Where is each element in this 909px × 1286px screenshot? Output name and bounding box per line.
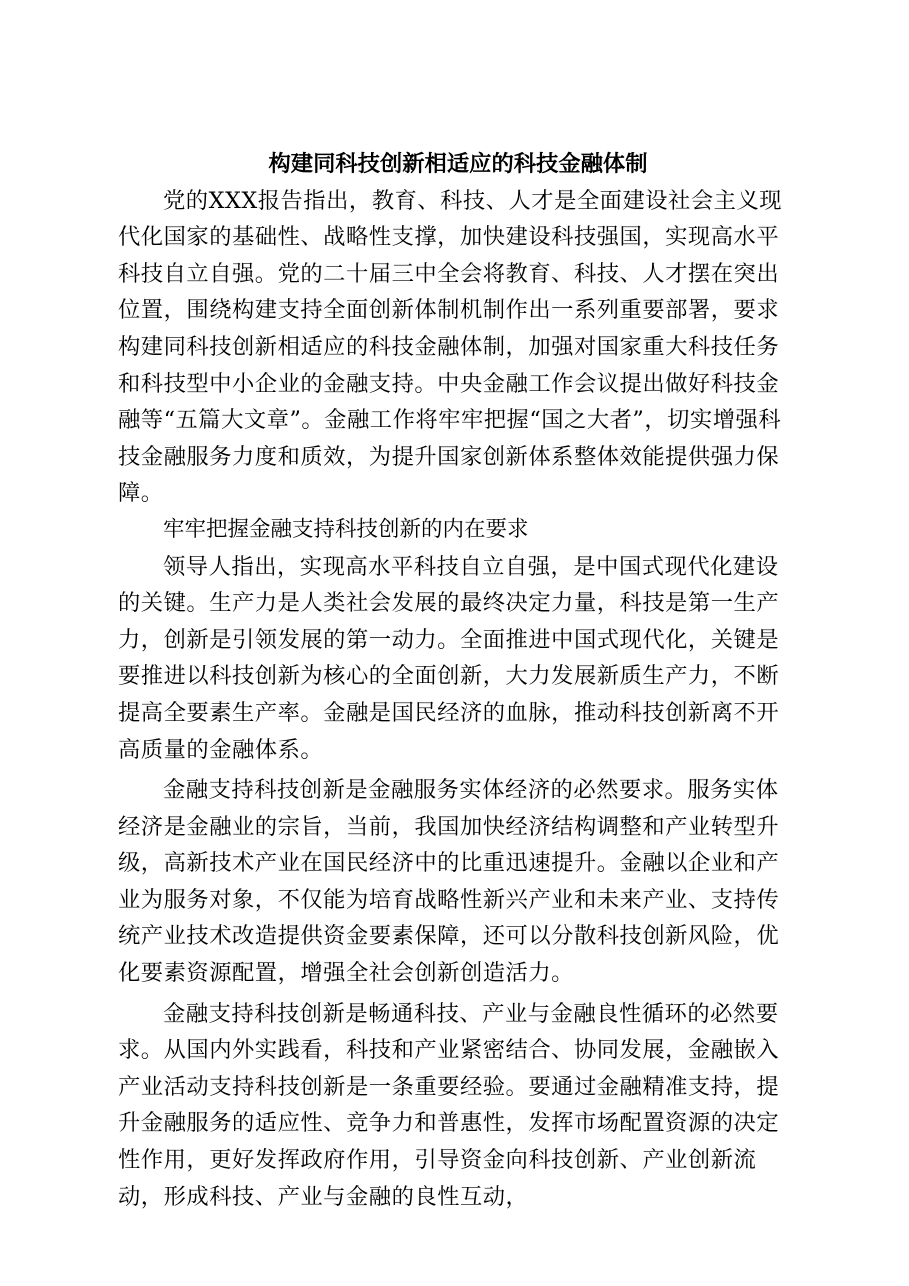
intro-paragraph: 党的XXX报告指出，教育、科技、人才是全面建设社会主义现代化国家的基础性、战略性支撑，加快建设科技强国，实现高水平科技自立自强。党的二十届三中全会将教育、科技、人才摆在突出位置，围绕构建支持全面创新体制机制作出一系列重要部署，要求构建同科技创新相适应的科技金融体制，加强对国家重大科技任务和科技型中小企业的金融支持。中央金融工作会议提出做好科技金融等“五篇大文章”。金融工作将牢牢把握“国之大者”，切实增强科技金融服务力度和质效，为提升国家创新体系整体效能提供强力保障。 — [118, 187, 783, 507]
document-title: 构建同科技创新相适应的科技金融体制 — [268, 151, 648, 177]
body-paragraph-1: 领导人指出，实现高水平科技自立自强，是中国式现代化建设的关键。生产力是人类社会发展的最终决定力量，科技是第一生产力，创新是引领发展的第一动力。全面推进中国式现代化，关键是要推进以科技创新为核心的全面创新，大力发展新质生产力，不断提高全要素生产率。金融是国民经济的血脉，推动科技创新离不开高质量的金融体系。 — [118, 553, 780, 763]
body-paragraph-3: 金融支持科技创新是畅通科技、产业与金融良性循环的必然要求。从国内外实践看，科技和产业紧密结合、协同发展，金融嵌入产业活动支持科技创新是一条重要经验。要通过金融精准支持，提升金融服务的适应性、竞争力和普惠性，发挥市场配置资源的决定性作用，更好发挥政府作用，引导资金向科技创新、产业创新流动，形成科技、产业与金融的良性互动， — [118, 1000, 780, 1210]
section-heading: 牢牢把握金融支持科技创新的内在要求 — [163, 516, 529, 542]
document-body — [118, 146, 798, 1215]
body-paragraph-2: 金融支持科技创新是金融服务实体经济的必然要求。服务实体经济是金融业的宗旨，当前，我国加快经济结构调整和产业转型升级，高新技术产业在国民经济中的比重迅速提升。金融以企业和产业为服务对象，不仅能为培育战略性新兴产业和未来产业、支持传统产业技术改造提供资金要素保障，还可以分散科技创新风险，优化要素资源配置，增强全社会创新创造活力。 — [118, 777, 780, 987]
